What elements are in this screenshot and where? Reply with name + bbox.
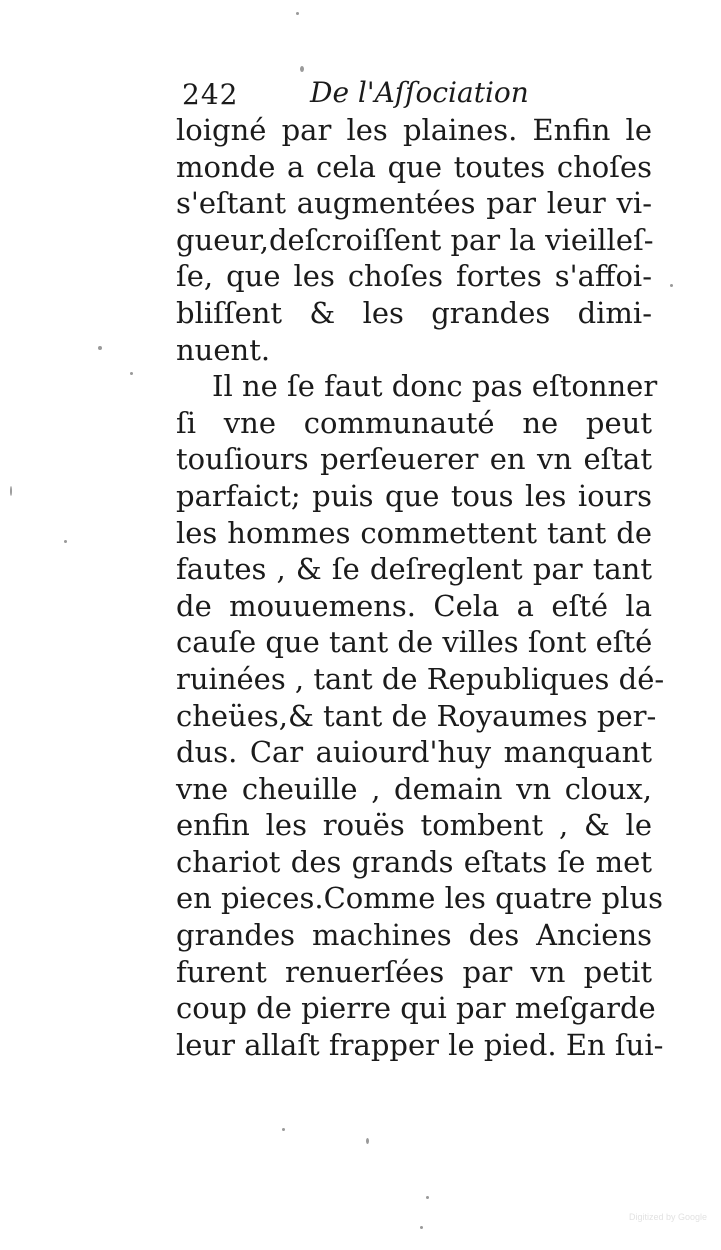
text-line: vne cheuille , demain vn cloux, (176, 771, 652, 806)
running-head (182, 72, 652, 112)
text-line: leur allaſt frapper le pied. En ſui- (176, 1027, 664, 1062)
text-line: enfin les rouës tombent , & le (176, 808, 652, 843)
scan-speck (98, 346, 102, 350)
scan-speck (670, 284, 673, 287)
text-line: chariot des grands eſtats ſe met (176, 844, 652, 879)
paragraph-first-line: Il ne ſe faut donc pas eſtonner (212, 369, 658, 404)
text-line: cheües,& tant de Royaumes per- (176, 698, 657, 733)
text-line: les hommes commettent tant de (176, 515, 652, 550)
text-line: s'eſtant augmentées par leur vi- (176, 186, 652, 221)
scan-speck (300, 66, 304, 72)
running-title: De l'Aſſociation (310, 76, 529, 109)
text-line: grandes machines des Anciens (176, 918, 652, 953)
text-line: loigné par les plaines. Enfin le (176, 113, 652, 147)
scan-speck (296, 12, 299, 15)
text-line: touſiours perſeuerer en vn eſtat (176, 442, 652, 477)
text-line: dus. Car auiourd'huy manquant (176, 735, 652, 770)
text-line: bliſſent & les grandes dimi- (176, 295, 652, 330)
body-text (176, 112, 665, 1063)
text-line: ſi vne communauté ne peut (176, 405, 652, 440)
text-line: coup de pierre qui par meſgarde (176, 991, 656, 1026)
text-line: de mouuemens. Cela a eſté la (176, 588, 652, 623)
text-line: en pieces.Comme les quatre plus (176, 881, 663, 916)
text-line: furent renuerſées par vn petit (176, 954, 652, 989)
scan-speck (282, 1128, 285, 1131)
text-line: gueur,deſcroiſſent par la vieilleſ- (176, 222, 654, 257)
text-line: ſe, que les choſes fortes s'affoi- (176, 259, 652, 294)
page-number: 242 (182, 78, 239, 111)
text-line: cauſe que tant de villes ſont eſté (176, 625, 653, 660)
scan-speck (10, 486, 12, 496)
scan-speck (426, 1196, 429, 1199)
text-line: fautes , & ſe deſreglent par tant (176, 552, 652, 587)
text-line: nuent. (176, 332, 271, 367)
digitization-watermark: Digitized by Google (628, 1212, 707, 1222)
scan-speck (366, 1138, 369, 1144)
text-line: parfaict; puis que tous les iours (176, 478, 652, 513)
scan-speck (64, 540, 67, 543)
text-line: ruinées , tant de Republiques dé- (176, 661, 665, 696)
scan-speck (420, 1226, 423, 1229)
scan-speck (130, 372, 133, 375)
text-line: monde a cela que toutes choſes (176, 149, 652, 184)
